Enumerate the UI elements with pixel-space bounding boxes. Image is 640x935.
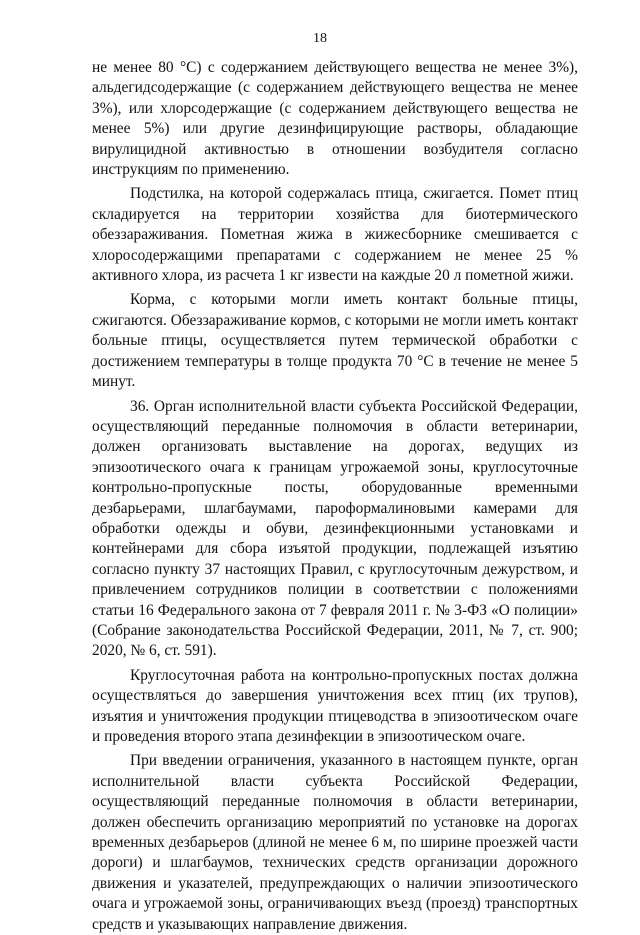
paragraph-checkpoint-operation: Круглосуточная работа на контрольно-пропускных постах должна осуществляться до завершения уничтожения всех птиц (их трупов), изъятия и уничтожения продукции птицеводства в эпизоотическом очаге и проведения второго этапа дезинфекции в эпизоотическом очаге.	[92, 666, 578, 745]
paragraph-litter-disposal: Подстилка, на которой содержалась птица, сжигается. Помет птиц складируется на территории хозяйства для биотермического обеззараживания. Пометная жижа в жижесборнике смешивается с хлоросодержащими препаратами с содержанием не менее 25 % активного хлора, из расчета 1 кг извести на каждые 20 л пометной жижи.	[92, 185, 578, 285]
paragraph-disinfectant-solutions: не менее 80 °С) с содержанием действующего вещества не менее 3%), альдегидсодержащие (с содержанием действующего вещества не менее 3%), или хлорсодержащие (с содержанием действующего вещества не менее 5%) или другие дезинфицирующие растворы, обладающие вирулицидной активностью в отношении возбудителя согласно инструкциям по применению.	[92, 59, 578, 179]
paragraph-restriction-measures: При введении ограничения, указанного в настоящем пункте, орган исполнительной власти субъекта Российской Федерации, осуществляющий переданные полномочия в области ветеринарии, должен обеспечить организацию мероприятий по установке на дорогах временных дезбарьеров (длиной не менее 6 м, по ширине проезжей части дороги) и шлагбаумов, технических средств организации дорожного движения и указателей, предупреждающих о наличии эпизоотического очага и угрожаемой зоны, ограничивающих въезд (проезд) транспортных средств и указывающих направление движения.	[92, 752, 578, 933]
document-body	[92, 58, 578, 935]
paragraph-feed-disposal: Корма, с которыми могли иметь контакт больные птицы, сжигаются. Обеззараживание кормов, с которыми не могли иметь контакт больные птицы, осуществляется путем термической обработки с достижением температуры в толще продукта 70 °С в течение не менее 5 минут.	[92, 291, 578, 391]
page-number: 18	[313, 31, 327, 46]
paragraph-item-36: 36. Орган исполнительной власти субъекта Российской Федерации, осуществляющий переданные полномочия в области ветеринарии, должен организовать выставление на дорогах, ведущих из эпизоотического очага к границам угрожаемой зоны, круглосуточные контрольно-пропускные посты, оборудованные временными дезбарьерами, шлагбаумами, пароформалиновыми камерами для обработки одежды и обуви, дезинфекционными установками и контейнерами для сбора изъятой продукции, подлежащей изъятию согласно пункту 37 настоящих Правил, с круглосуточным дежурством, и привлечением сотрудников полиции в соответствии с положениями статьи 16 Федерального закона от 7 февраля 2011 г. № 3-ФЗ «О полиции» (Собрание законодательства Российской Федерации, 2011, № 7, ст. 900; 2020, № 6, ст. 591).	[92, 397, 578, 660]
